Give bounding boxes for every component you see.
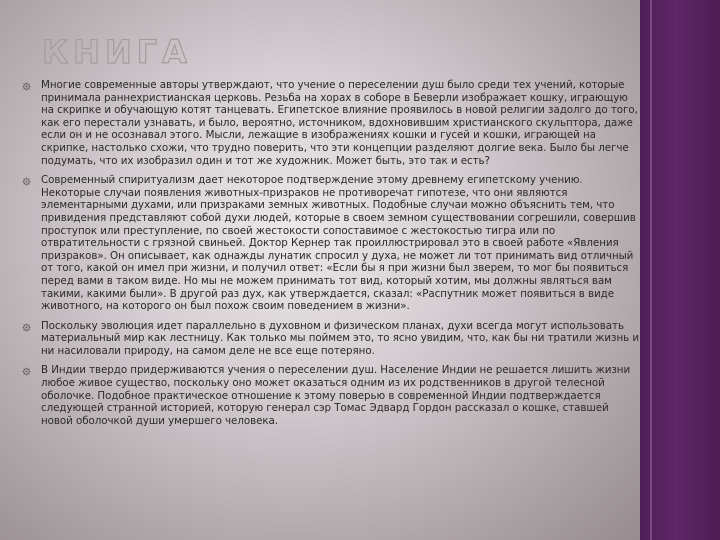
sidebar-divider (650, 0, 652, 540)
gear-bullet-icon (22, 367, 31, 376)
bullet-item (22, 79, 640, 167)
gear-bullet-icon (22, 177, 31, 186)
bullet-item (22, 174, 640, 313)
bullet-text: Современный спиритуализм дает некоторое подтверждение этому древнему египетскому учению. Некоторые случаи появления животных-призраков не противоречат гипотезе, что они являются элементарными духами, или призраками земных животных. Подобные случаи можно объяснить тем, что привидения представляют собой духи людей, которые в своем земном существовании согрешили, совершив проступок или преступление, по своей жестокости сопоставимое с жестокостью тигра или по отвратительности с грязной свиньей. Доктор Кернер так проиллюстрировал это в своей работе «Явления призраков». Он описывает, как однажды лунатик спросил у духа, не может ли тот принимать вид отличный от того, какой он имел при жизни, и получил ответ: «Если бы я при жизни был зверем, то мог бы появиться перед вами в таком виде. Но мы не можем принимать тот вид, который хотим, мы должны являться вам такими, какими были». В другой раз дух, как утверждается, сказал: «Распутник может появиться в виде животного, на которого он был похож своим поведением в жизни». (41, 174, 636, 313)
decorative-sidebar (640, 0, 720, 540)
bullet-item (22, 320, 640, 358)
gear-bullet-icon (22, 82, 31, 91)
bullet-item (22, 364, 640, 427)
bullet-text: В Индии твердо придерживаются учения о переселении душ. Население Индии не решается лишить жизни любое живое существо, поскольку оно может оказаться одним из их родственников в другой телесной оболочке. Подобное практическое отношение к этому поверью в современной Индии подтверждается следующей странной историей, которую генерал сэр Томас Эдвард Гордон рассказал о кошке, ставшей новой оболочкой души умершего человека. (41, 364, 631, 427)
bullet-text: Поскольку эволюция идет параллельно в духовном и физическом планах, духи всегда могут использовать материальный мир как лестницу. Как только мы поймем это, то ясно увидим, что, как бы ни тратили жизнь и ни насиловали природу, на самом деле не все еще потеряно. (41, 319, 639, 357)
slide-title: КНИГА (42, 33, 192, 71)
bullet-text: Многие современные авторы утверждают, что учение о переселении душ было среди тех учений, которые принимала раннехристианская церковь. Резьба на хорах в соборе в Беверли изображает кошку, играющую на скрипке и обучающую котят танцевать. Египетское влияние проявилось в новой религии задолго до того, как его перестали узнавать, и было, вероятно, источником, вдохновившим христианского скульптора, даже если он и не осознавал этого. Мысли, лежащие в изображениях кошки и гусей и кошки, играющей на скрипке, настолько схожи, что трудно поверить, что эти концепции разделяют долгие века. Было бы легче подумать, что их изобразил один и тот же художник. Может быть, это так и есть? (41, 79, 638, 167)
gear-bullet-icon (22, 323, 31, 332)
bullet-list (22, 79, 640, 427)
